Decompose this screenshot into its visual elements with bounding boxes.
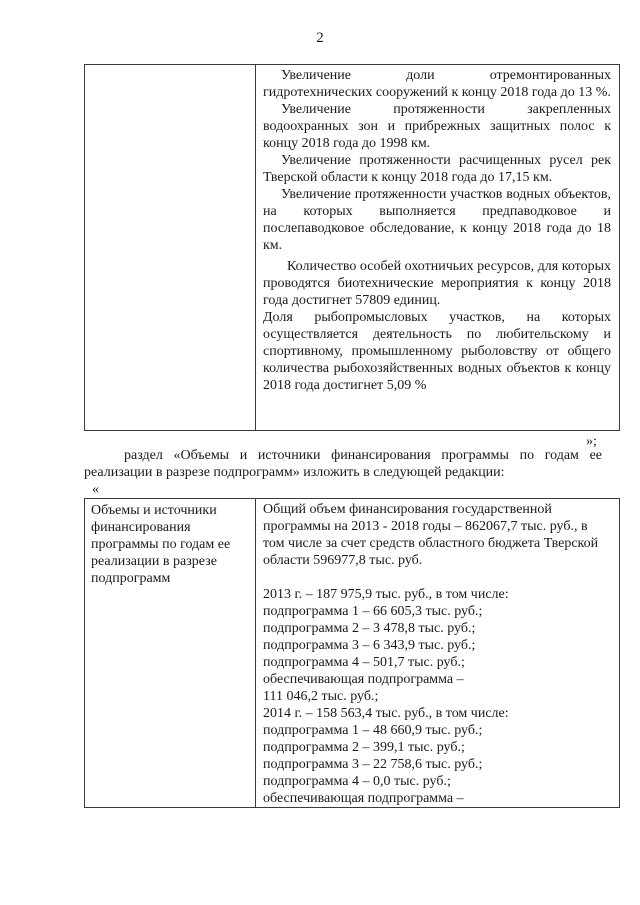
table-left-cell	[85, 65, 256, 431]
target-paragraph: Увеличение протяженности расчищенных русел рек Тверской области к концу 2018 года до 17,15 км.	[263, 153, 611, 185]
financing-line: подпрограмма 2 – 399,1 тыс. руб.;	[263, 740, 465, 755]
target-paragraph: Увеличение протяженности участков водных объектов, на которых выполняется предпаводковое и послепаводковое обследование, к концу 2018 года до 18 км.	[263, 187, 611, 253]
financing-label: Объемы и источники финансирования программы по годам ее реализации в разрезе подпрограмм	[91, 503, 231, 586]
target-paragraph: Доля рыбопромысловых участков, на которых осуществляется деятельность по любительскому и спортивному, промышленному рыболовству от общего количества рыбохозяйственных водных объектов к концу 2018 года достигнет 5,09 %	[263, 310, 611, 393]
section-intro-text: раздел «Объемы и источники финансирования программы по годам ее реализации в разрезе подпрограмм» изложить в следующей редакции:	[84, 448, 602, 480]
spacer	[263, 569, 611, 586]
financing-line: подпрограмма 3 – 6 343,9 тыс. руб.;	[263, 638, 476, 653]
financing-line: 2013 г. – 187 975,9 тыс. руб., в том числе:	[263, 587, 509, 602]
financing-line: подпрограмма 4 – 0,0 тыс. руб.;	[263, 774, 451, 789]
financing-details-cell	[256, 499, 620, 808]
target-paragraph: Количество особей охотничьих ресурсов, для которых проводятся биотехнические мероприятия к концу 2018 года достигнет 57809 единиц.	[263, 259, 611, 308]
financing-label-cell	[85, 499, 256, 808]
financing-line: подпрограмма 2 – 3 478,8 тыс. руб.;	[263, 621, 476, 636]
targets-cell	[256, 65, 620, 431]
financing-line: 2014 г. – 158 563,4 тыс. руб., в том числе:	[263, 706, 509, 721]
financing-line: подпрограмма 1 – 48 660,9 тыс. руб.;	[263, 723, 483, 738]
closing-quote: »;	[586, 434, 597, 449]
page-number: 2	[316, 30, 324, 46]
financing-line: 111 046,2 тыс. руб.;	[263, 689, 379, 704]
opening-quote: «	[92, 482, 99, 497]
financing-line: подпрограмма 4 – 501,7 тыс. руб.;	[263, 655, 465, 670]
financing-table	[84, 498, 620, 808]
target-paragraph: Увеличение протяженности закрепленных водоохранных зон и прибрежных защитных полос к концу 2018 года до 1998 км.	[263, 102, 611, 151]
table-row	[85, 65, 620, 431]
financing-line: подпрограмма 1 – 66 605,3 тыс. руб.;	[263, 604, 483, 619]
table-row	[85, 499, 620, 808]
target-paragraph: Увеличение доли отремонтированных гидротехнических сооружений к концу 2018 года до 13 %.	[263, 68, 611, 100]
financing-line: обеспечивающая подпрограмма –	[263, 791, 464, 806]
financing-line: обеспечивающая подпрограмма –	[263, 672, 464, 687]
targets-table	[84, 64, 620, 431]
financing-line: подпрограмма 3 – 22 758,6 тыс. руб.;	[263, 757, 483, 772]
financing-total: Общий объем финансирования государственной программы на 2013 - 2018 годы – 862067,7 тыс. руб., в том числе за счет средств областного бюджета Тверской области 596977,8 тыс. руб.	[263, 502, 599, 568]
